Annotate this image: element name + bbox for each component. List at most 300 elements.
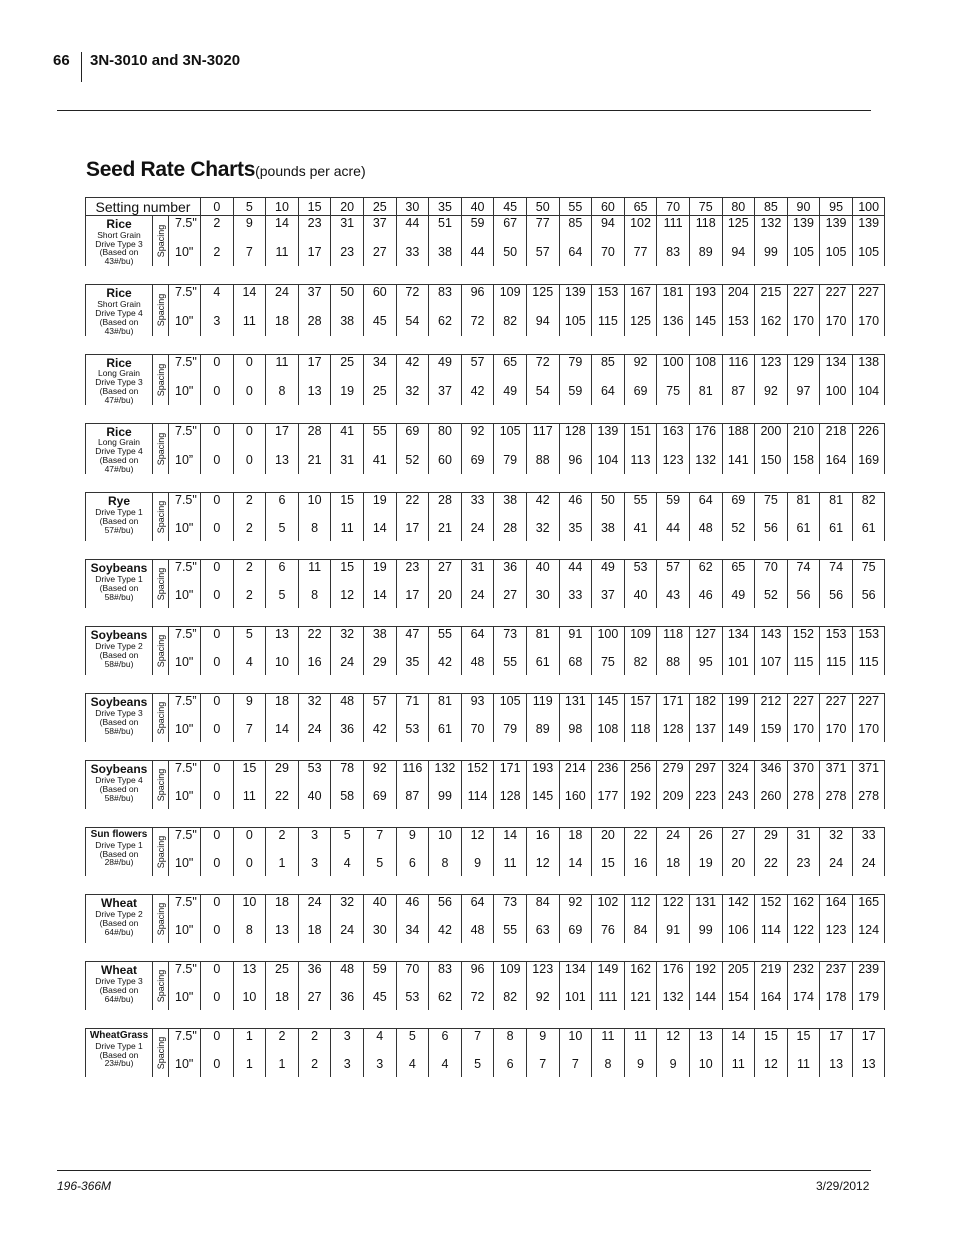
rate-cell: 260 [755,782,788,809]
rate-cell: 105 [787,238,820,266]
rate-cell: 23 [787,849,820,876]
rate-cell: 32 [396,377,429,405]
rate-cell: 0 [201,581,234,608]
rate-cell: 63 [526,916,559,943]
rate-cell: 16 [298,648,331,675]
rate-cell: 82 [624,648,657,675]
rate-cell: 13 [266,446,299,474]
rate-cell: 170 [820,307,853,335]
rate-cell: 28 [298,307,331,335]
rate-cell: 8 [298,514,331,541]
rate-cell: 14 [363,514,396,541]
rate-cell: 139 [559,285,592,308]
rate-cell: 24 [657,828,690,850]
rate-cell: 9 [461,849,494,876]
rate-cell: 20 [722,849,755,876]
rate-cell: 13 [298,377,331,405]
rate-cell: 127 [689,627,722,649]
rate-cell: 5 [233,627,266,649]
spacing-label-cell [153,423,169,474]
rate-cell: 122 [657,895,690,917]
rate-cell: 48 [331,694,364,716]
rate-cell: 0 [201,648,234,675]
rate-cell: 32 [331,895,364,917]
group-spacer [86,474,885,493]
rate-cell: 59 [559,377,592,405]
rate-cell: 82 [852,493,885,515]
rate-cell: 37 [363,216,396,239]
rate-cell: 0 [201,560,234,582]
rate-cell: 11 [494,849,527,876]
rate-cell: 28 [298,423,331,446]
rate-cell: 117 [526,423,559,446]
rate-cell: 70 [592,238,625,266]
spacing-label-cell [153,962,169,1011]
spacing-label: Spacing [155,835,166,869]
group-spacer [86,742,885,761]
rate-cell: 139 [592,423,625,446]
rate-cell: 33 [461,493,494,515]
row-spacing: 10" [169,1050,201,1077]
rate-cell: 200 [755,423,788,446]
rate-cell: 34 [396,916,429,943]
rate-cell: 139 [820,216,853,239]
rate-cell: 69 [624,377,657,405]
rate-cell: 4 [233,648,266,675]
rate-cell: 59 [657,493,690,515]
header-divider [81,52,82,82]
rate-cell: 36 [331,715,364,742]
rate-cell: 58 [331,782,364,809]
rate-cell: 0 [233,446,266,474]
rate-cell: 97 [787,377,820,405]
spacer-cell [86,742,885,761]
rate-cell: 5 [363,849,396,876]
crop-detail: (Based on [99,1049,139,1060]
group-spacer [86,608,885,627]
crop-name: Rice [106,355,132,370]
rate-cell: 119 [526,694,559,716]
setting-header: 100 [852,198,885,216]
rate-cell: 4 [429,1050,462,1077]
setting-header: 5 [233,198,266,216]
rate-cell: 2 [201,238,234,266]
rate-cell: 278 [787,782,820,809]
rate-cell: 31 [787,828,820,850]
rate-cell: 54 [396,307,429,335]
rate-cell: 22 [396,493,429,515]
rate-cell: 55 [363,423,396,446]
rate-cell: 5 [461,1050,494,1077]
row-spacing: 10" [169,238,201,266]
rate-cell: 64 [592,377,625,405]
rate-cell: 62 [429,307,462,335]
row-spacing: 10" [169,307,201,335]
rate-cell: 18 [266,694,299,716]
rate-cell: 92 [755,377,788,405]
rate-cell: 8 [233,916,266,943]
rate-cell: 59 [363,962,396,984]
rate-cell: 79 [559,354,592,377]
spacer-cell [86,675,885,694]
rate-cell: 48 [461,916,494,943]
rate-cell: 227 [787,285,820,308]
spacing-label: Spacing [155,768,166,802]
rate-cell: 123 [755,354,788,377]
crop-detail: 47#/bu) [104,394,134,405]
spacer-cell [86,474,885,493]
rate-cell: 14 [233,285,266,308]
crop-detail: (Based on [99,716,139,727]
section-title: Seed Rate Charts [86,158,256,181]
rate-cell: 153 [852,627,885,649]
rate-cell: 70 [461,715,494,742]
setting-header: 30 [396,198,429,216]
rate-cell: 92 [559,895,592,917]
rate-cell: 17 [266,423,299,446]
rate-cell: 23 [331,238,364,266]
rate-cell: 69 [396,423,429,446]
rate-cell: 129 [787,354,820,377]
crop-detail: Drive Type 1 [95,1040,143,1051]
rate-cell: 20 [592,828,625,850]
spacer-cell [86,405,885,424]
rate-cell: 10 [233,895,266,917]
crop-name: Rice [106,286,132,301]
rate-cell: 6 [266,560,299,582]
rate-cell: 94 [526,307,559,335]
rate-cell: 219 [755,962,788,984]
rate-cell: 15 [331,560,364,582]
rate-cell: 104 [592,446,625,474]
rate-cell: 20 [429,581,462,608]
table-row [86,715,885,742]
rate-cell: 56 [852,581,885,608]
rate-cell: 7 [461,1029,494,1051]
rate-cell: 8 [494,1029,527,1051]
rate-cell: 82 [494,307,527,335]
spacing-label-cell [153,895,169,944]
rate-cell: 28 [494,514,527,541]
group-spacer [86,876,885,895]
rate-cell: 45 [363,307,396,335]
table-row [86,916,885,943]
table-row [86,694,885,716]
spacing-label-cell [153,1029,169,1078]
rate-cell: 88 [657,648,690,675]
crop-detail: 47#/bu) [104,464,134,475]
rate-cell: 75 [852,560,885,582]
setting-header: 60 [592,198,625,216]
rate-cell: 94 [592,216,625,239]
rate-cell: 19 [331,377,364,405]
rate-cell: 151 [624,423,657,446]
rate-cell: 33 [852,828,885,850]
rate-cell: 134 [559,962,592,984]
rate-cell: 55 [494,916,527,943]
rate-cell: 11 [787,1050,820,1077]
spacing-label-cell [153,694,169,743]
rate-cell: 100 [820,377,853,405]
footer-rule [57,1170,871,1171]
rate-cell: 132 [657,983,690,1010]
rate-cell: 55 [494,648,527,675]
rate-cell: 170 [852,715,885,742]
table-row [86,648,885,675]
rate-cell: 29 [266,761,299,783]
document-title: 3N-3010 and 3N-3020 [90,52,241,69]
crop-name: Soybeans [90,628,148,643]
rate-cell: 27 [298,983,331,1010]
rate-cell: 324 [722,761,755,783]
spacing-label: Spacing [155,634,166,668]
rate-cell: 37 [429,377,462,405]
rate-cell: 2 [233,581,266,608]
rate-cell: 24 [852,849,885,876]
crop-detail: Long Grain [97,368,141,379]
rate-cell: 11 [298,560,331,582]
section-heading [86,158,366,182]
rate-cell: 18 [298,916,331,943]
crop-name: Soybeans [90,561,148,576]
rate-cell: 165 [852,895,885,917]
rate-cell: 278 [820,782,853,809]
table-row [86,377,885,405]
row-spacing: 7.5" [169,285,201,308]
rate-cell: 69 [722,493,755,515]
rate-cell: 4 [331,849,364,876]
crop-detail: Long Grain [97,437,141,448]
rate-cell: 56 [429,895,462,917]
rate-cell: 61 [787,514,820,541]
rate-cell: 99 [755,238,788,266]
rate-cell: 100 [657,354,690,377]
rate-cell: 14 [266,216,299,239]
rate-cell: 24 [331,916,364,943]
rate-cell: 136 [657,307,690,335]
rate-cell: 18 [559,828,592,850]
rate-cell: 167 [624,285,657,308]
rate-cell: 77 [526,216,559,239]
crop-detail: 58#/bu) [104,792,134,803]
rate-cell: 128 [657,715,690,742]
rate-cell: 38 [331,307,364,335]
rate-cell: 64 [559,238,592,266]
rate-cell: 100 [592,627,625,649]
rate-cell: 6 [396,849,429,876]
rate-cell: 16 [624,849,657,876]
rate-cell: 346 [755,761,788,783]
spacing-label: Spacing [155,363,166,396]
rate-cell: 64 [461,895,494,917]
rate-cell: 139 [787,216,820,239]
crop-detail: Drive Type 4 [95,307,143,318]
rate-cell: 75 [755,493,788,515]
rate-cell: 22 [298,627,331,649]
rate-cell: 79 [494,715,527,742]
rate-cell: 279 [657,761,690,783]
rate-cell: 12 [526,849,559,876]
rate-cell: 44 [657,514,690,541]
rate-cell: 145 [592,694,625,716]
rate-cell: 23 [396,560,429,582]
crop-name: Wheat [101,896,137,911]
rate-cell: 81 [820,493,853,515]
setting-header: 20 [331,198,364,216]
rate-cell: 8 [298,581,331,608]
rate-cell: 150 [755,446,788,474]
rate-cell: 19 [363,560,396,582]
rate-cell: 14 [266,715,299,742]
crop-detail: (Based on [99,455,139,466]
rate-cell: 179 [852,983,885,1010]
rate-cell: 226 [852,423,885,446]
rate-cell: 75 [657,377,690,405]
rate-cell: 61 [852,514,885,541]
rate-cell: 38 [429,238,462,266]
rate-cell: 215 [755,285,788,308]
rate-cell: 57 [526,238,559,266]
crop-detail: Drive Type 3 [95,975,143,986]
rate-cell: 101 [722,648,755,675]
rate-cell: 9 [396,828,429,850]
rate-cell: 115 [852,648,885,675]
rate-cell: 30 [363,916,396,943]
rate-cell: 111 [592,983,625,1010]
rate-cell: 144 [689,983,722,1010]
rate-cell: 3 [298,828,331,850]
crop-cell [86,354,153,405]
crop-cell [86,560,153,609]
rate-cell: 56 [755,514,788,541]
rate-cell: 48 [689,514,722,541]
rate-cell: 24 [266,285,299,308]
crop-detail: 43#/bu) [104,256,134,267]
rate-cell: 131 [689,895,722,917]
rate-cell: 42 [429,916,462,943]
rate-cell: 50 [331,285,364,308]
rate-cell: 24 [461,514,494,541]
rate-cell: 24 [461,581,494,608]
row-spacing: 10" [169,377,201,405]
rate-cell: 24 [298,715,331,742]
rate-cell: 95 [689,648,722,675]
spacing-label-cell [153,627,169,676]
spacer-cell [86,943,885,962]
setting-header: 50 [526,198,559,216]
setting-header: 85 [755,198,788,216]
rate-cell: 10 [689,1050,722,1077]
rate-cell: 29 [363,648,396,675]
rate-cell: 96 [461,285,494,308]
crop-detail: Short Grain [97,229,141,240]
rate-cell: 3 [331,1050,364,1077]
rate-cell: 25 [331,354,364,377]
rate-cell: 212 [755,694,788,716]
rate-cell: 44 [396,216,429,239]
rate-cell: 41 [363,446,396,474]
rate-cell: 18 [657,849,690,876]
footer-date: 3/29/2012 [816,1179,870,1193]
rate-cell: 77 [624,238,657,266]
rate-cell: 17 [820,1029,853,1051]
crop-cell [86,493,153,542]
rate-cell: 192 [624,782,657,809]
rate-cell: 24 [298,895,331,917]
rate-cell: 108 [592,715,625,742]
crop-cell [86,962,153,1011]
rate-cell: 79 [494,446,527,474]
rate-cell: 152 [787,627,820,649]
rate-cell: 78 [331,761,364,783]
row-spacing: 7.5" [169,895,201,917]
rate-cell: 2 [266,828,299,850]
rate-cell: 113 [624,446,657,474]
rate-cell: 243 [722,782,755,809]
rate-cell: 0 [201,895,234,917]
table-row [86,962,885,984]
rate-cell: 171 [494,761,527,783]
crop-detail: 28#/bu) [104,857,134,868]
rate-cell: 101 [559,983,592,1010]
rate-cell: 199 [722,694,755,716]
rate-cell: 48 [331,962,364,984]
rate-cell: 17 [396,514,429,541]
rate-cell: 81 [689,377,722,405]
rate-cell: 87 [722,377,755,405]
rate-cell: 73 [494,627,527,649]
rate-cell: 2 [233,560,266,582]
rate-cell: 102 [592,895,625,917]
rate-cell: 44 [559,560,592,582]
row-spacing: 7.5" [169,493,201,515]
crop-cell [86,627,153,676]
crop-name: Rice [106,217,132,231]
rate-cell: 83 [657,238,690,266]
rate-cell: 105 [852,238,885,266]
rate-cell: 31 [331,216,364,239]
rate-cell: 17 [396,581,429,608]
rate-cell: 9 [526,1029,559,1051]
spacer-cell [86,809,885,828]
rate-cell: 24 [820,849,853,876]
rate-cell: 15 [331,493,364,515]
rate-cell: 124 [852,916,885,943]
rate-cell: 70 [396,962,429,984]
rate-cell: 57 [461,354,494,377]
crop-cell [86,216,153,267]
spacing-label: Spacing [155,567,166,601]
rate-cell: 0 [201,354,234,377]
rate-cell: 0 [201,849,234,876]
rate-cell: 96 [461,962,494,984]
rate-cell: 143 [755,627,788,649]
rate-cell: 3 [298,849,331,876]
rate-cell: 45 [363,983,396,1010]
rate-cell: 227 [820,285,853,308]
rate-cell: 91 [559,627,592,649]
rate-cell: 22 [266,782,299,809]
rate-cell: 5 [266,514,299,541]
row-spacing: 10” [169,446,201,474]
rate-cell: 1 [266,849,299,876]
row-spacing: 7.5" [169,1029,201,1051]
spacing-label-cell [153,354,169,405]
setting-header: 35 [429,198,462,216]
rate-cell: 60 [363,285,396,308]
rate-cell: 162 [624,962,657,984]
spacing-label: Spacing [155,902,166,936]
